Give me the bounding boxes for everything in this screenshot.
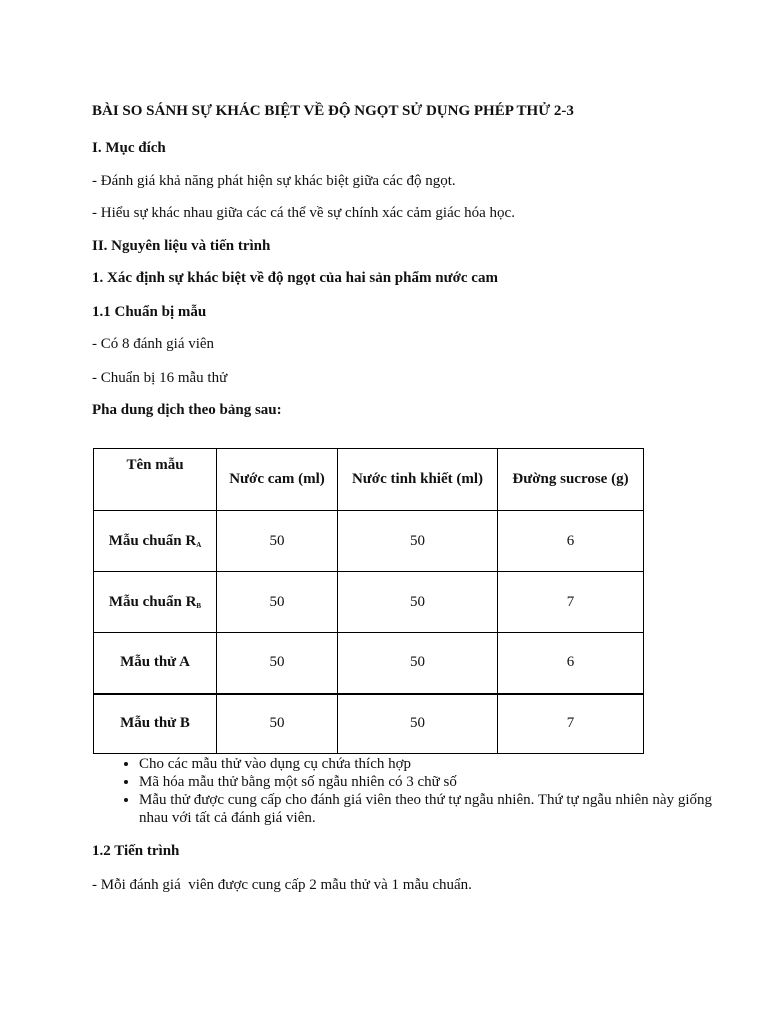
table-cell: 7 [498, 694, 644, 754]
bullet-item: • Mã hóa mẫu thử bằng một số ngẫu nhiên có 3 chữ số [139, 773, 739, 791]
table-header-row [94, 449, 644, 511]
table-cell: 50 [338, 511, 498, 572]
table-header-cell: Nước cam (ml) [217, 449, 338, 511]
table-cell: 7 [498, 572, 644, 633]
table-cell: 50 [217, 572, 338, 633]
prep-item: - Có 8 đánh giá viên [92, 336, 215, 352]
row-name-cell [94, 572, 217, 633]
document-title: BÀI SO SÁNH SỰ KHÁC BIỆT VỀ ĐỘ NGỌT SỬ DỤNG PHÉP THỬ 2-3 [92, 103, 574, 119]
table-row [94, 572, 644, 633]
purpose-item: - Đánh giá khả năng phát hiện sự khác biệt giữa các độ ngọt. [92, 173, 456, 189]
row-name-cell [94, 694, 217, 754]
table-cell: 50 [217, 511, 338, 572]
table-header-cell: Đường sucrose (g) [498, 449, 644, 511]
section-heading-purpose: I. Mục đích [92, 140, 166, 156]
recipe-table [93, 448, 644, 754]
table-row [94, 633, 644, 694]
row-name-subscript: B [196, 601, 202, 610]
section-heading-materials: II. Nguyên liệu và tiến trình [92, 238, 271, 254]
table-intro: Pha dung dịch theo bảng sau: [92, 402, 282, 418]
table-header-cell: Tên mẫu [94, 449, 217, 511]
row-name-cell [94, 633, 217, 694]
row-name: Mẫu thử A [120, 654, 190, 671]
row-name: Mẫu chuẩn R [108, 532, 197, 549]
prep-item: - Chuẩn bị 16 mẫu thử [92, 370, 228, 386]
row-name-subscript: A [196, 540, 202, 549]
subsection-heading-process: 1.2 Tiến trình [92, 843, 180, 859]
process-item: - Mỗi đánh giá viên được cung cấp 2 mẫu thử và 1 mẫu chuẩn. [92, 877, 472, 893]
table-header-cell: Nước tinh khiết (ml) [338, 449, 498, 511]
purpose-item: - Hiểu sự khác nhau giữa các cá thể về sự chính xác cảm giác hóa học. [92, 205, 515, 221]
table-cell: 50 [338, 572, 498, 633]
row-name: Mẫu chuẩn R [108, 593, 197, 610]
table-cell: 50 [217, 694, 338, 754]
bullet-list [92, 755, 739, 827]
row-name-cell [94, 511, 217, 572]
subsection-heading: 1. Xác định sự khác biệt về độ ngọt của hai sản phẩm nước cam [92, 270, 498, 286]
table-cell: 6 [498, 511, 644, 572]
table-cell: 50 [217, 633, 338, 694]
table-row [94, 694, 644, 754]
table-cell: 6 [498, 633, 644, 694]
bullet-item: • Cho các mẫu thử vào dụng cụ chứa thích hợp [139, 755, 739, 773]
bullet-item: • Mẫu thử được cung cấp cho đánh giá viên theo thứ tự ngẫu nhiên. Thứ tự ngẫu nhiên này giống nhau với tất cả đánh giá viên. [139, 791, 739, 827]
table-cell: 50 [338, 694, 498, 754]
table-row [94, 511, 644, 572]
row-name: Mẫu thử B [120, 715, 190, 732]
table-cell: 50 [338, 633, 498, 694]
subsection-heading-prep: 1.1 Chuẩn bị mẫu [92, 304, 207, 320]
